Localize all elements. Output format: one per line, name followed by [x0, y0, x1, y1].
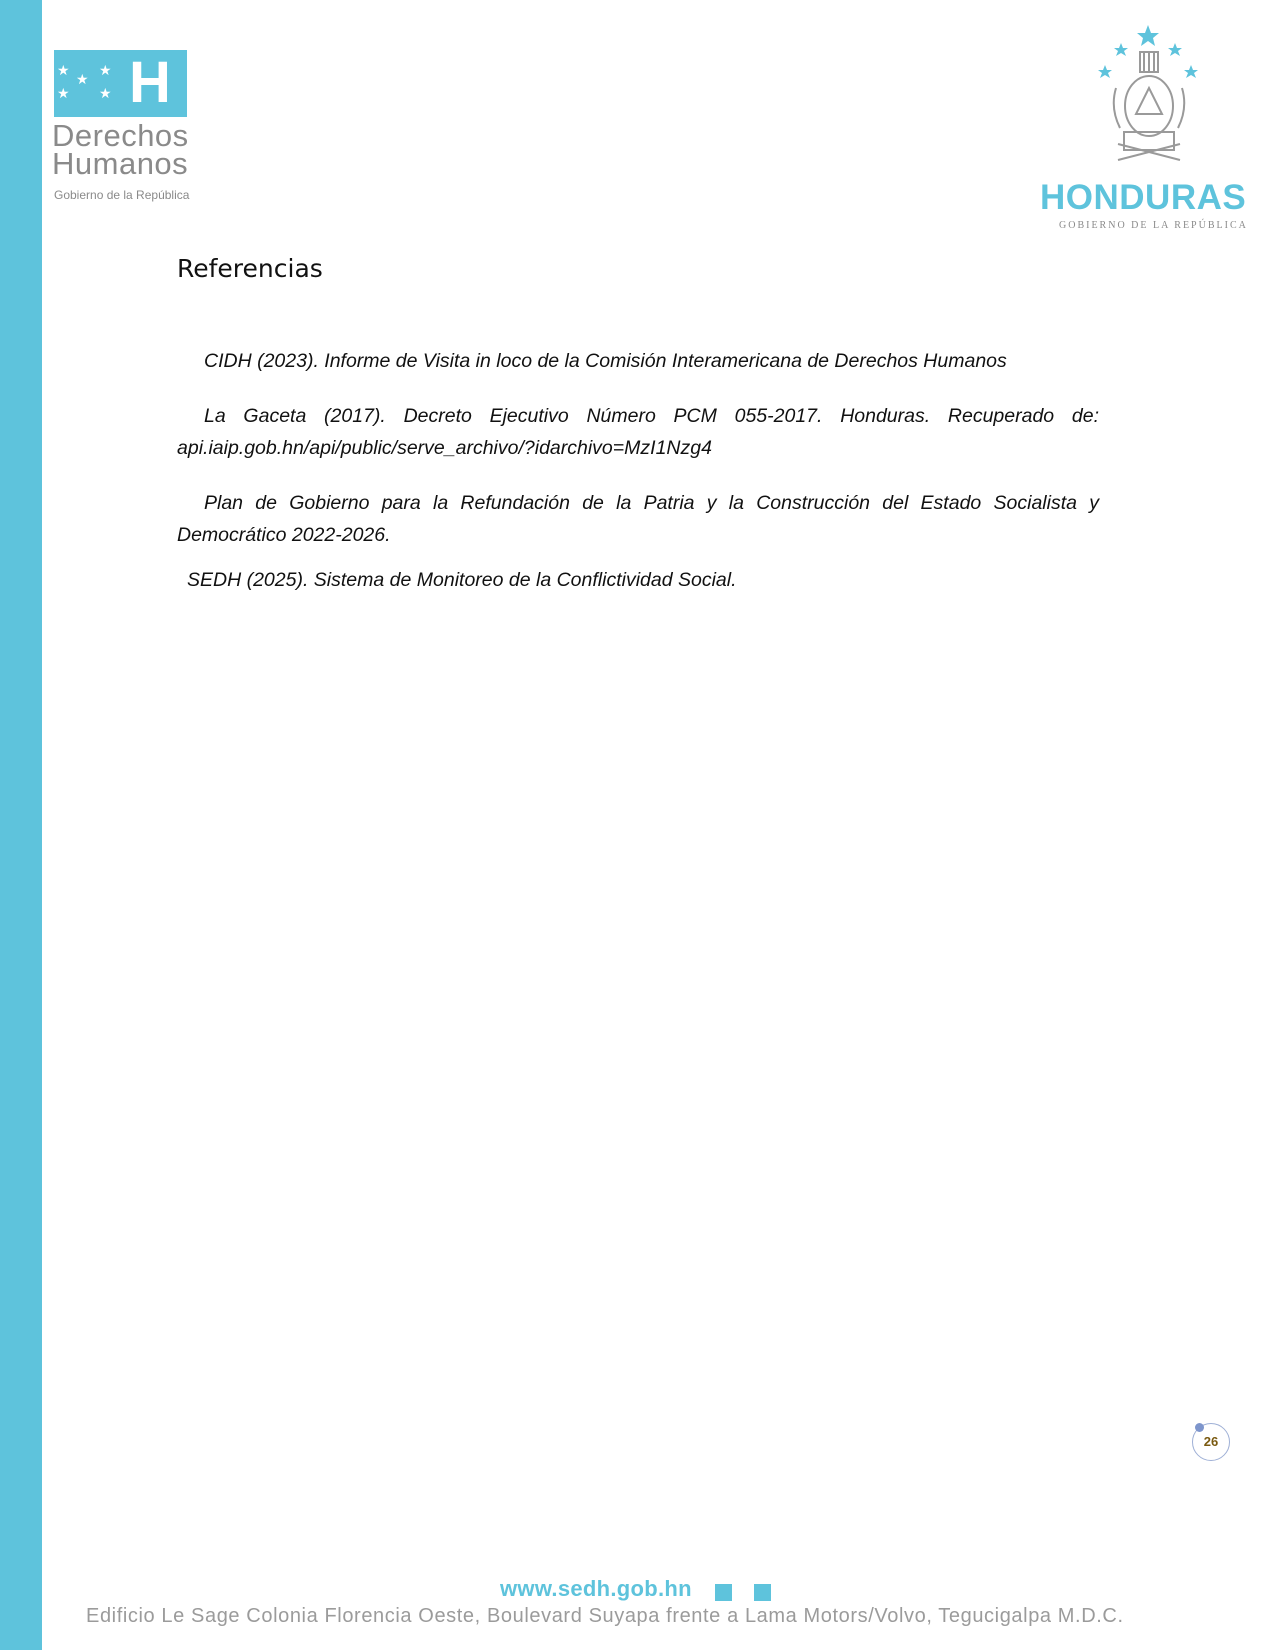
footer-address: Edificio Le Sage Colonia Florencia Oeste, Boulevard Suyapa frente a Lama Motors/Volvo, Tegucigalpa M.D.C.: [86, 1605, 1124, 1627]
references-list: [177, 345, 1099, 596]
logo-letter: H: [129, 50, 171, 115]
page-number: 26: [1192, 1423, 1230, 1461]
reference-item: Plan de Gobierno para la Refundación de la Patria y la Construcción del Estado Socialista y Democrático 2022-2026.: [177, 492, 1099, 546]
footer-url: www.sedh.gob.hn: [500, 1576, 692, 1601]
logo-word-derechos: Derechos: [52, 118, 189, 153]
logo-subtitle: Gobierno de la República: [54, 188, 190, 202]
reference-item: La Gaceta (2017). Decreto Ejecutivo Número PCM 055-2017. Honduras. Recuperado de: api.iaip.gob.hn/api/public/serve_archivo/?idarchivo=MzI1Nzg4: [177, 405, 1099, 459]
honduras-logo: [1028, 20, 1258, 230]
page-title: Referencias: [177, 254, 323, 283]
reference-item: SEDH (2025). Sistema de Monitoreo de la Conflictividad Social.: [187, 569, 737, 591]
left-accent-bar: [0, 0, 42, 1650]
stars-icon: ★ ★ ★ ★ ★: [57, 63, 112, 102]
reference-item: CIDH (2023). Informe de Visita in loco de la Comisión Interamericana de Derechos Humanos: [204, 350, 1007, 372]
honduras-title: HONDURAS: [1040, 178, 1247, 217]
derechos-humanos-logo: [54, 50, 244, 210]
flag-icon: [54, 50, 187, 117]
footer-square-icon: [715, 1584, 732, 1601]
page-number-dot: [1195, 1423, 1204, 1432]
footer-square-icon: [754, 1584, 771, 1601]
logo-word-humanos: Humanos: [52, 146, 189, 181]
honduras-subtitle: GOBIERNO DE LA REPÚBLICA: [1059, 220, 1248, 231]
coat-of-arms-icon: [1106, 48, 1192, 168]
